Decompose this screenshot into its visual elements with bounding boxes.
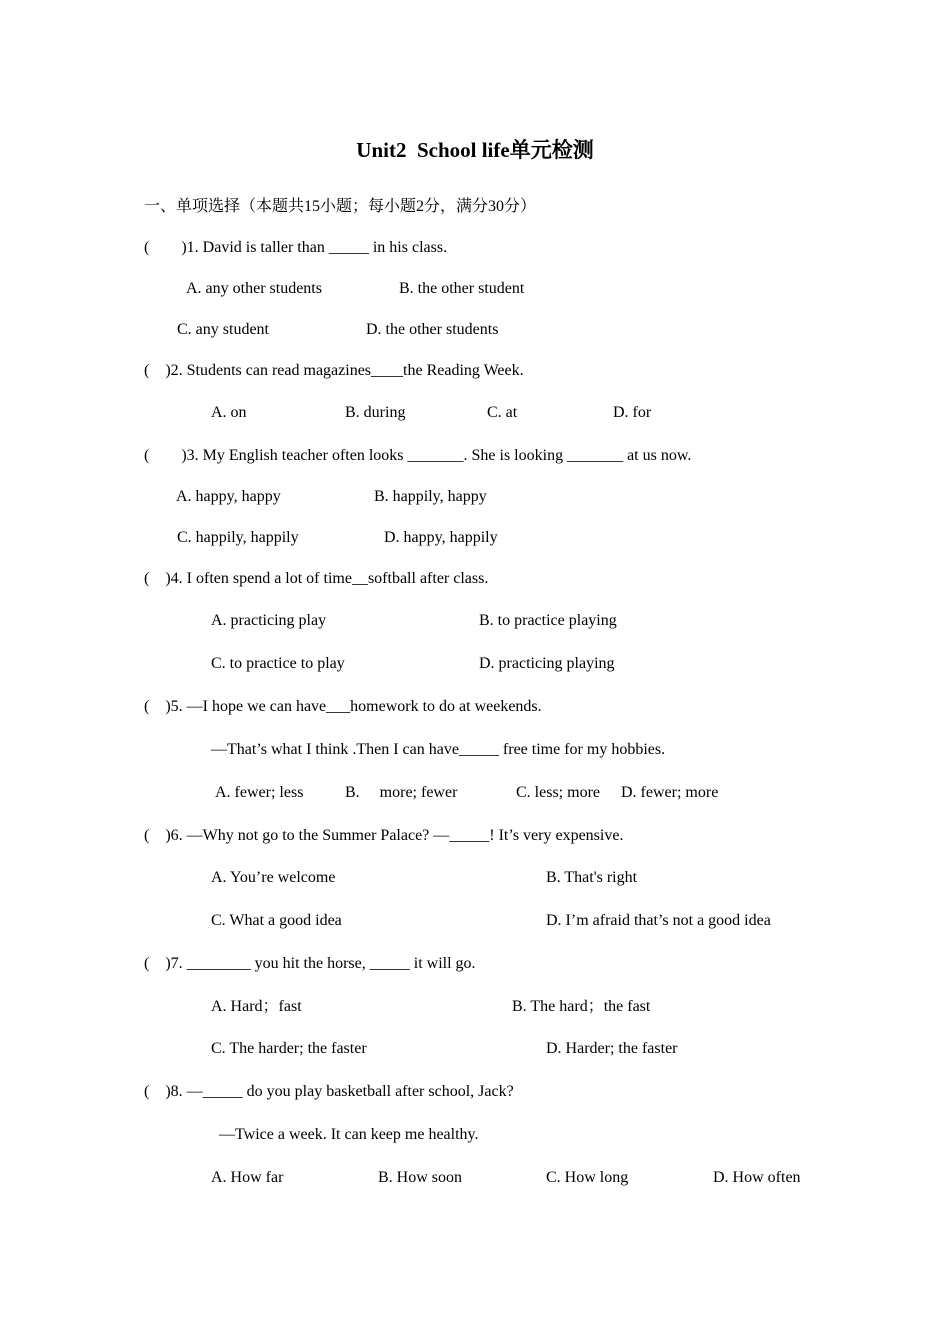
- question-8-option-a: A. How far: [211, 1169, 284, 1186]
- question-1-stem: ( )1. David is taller than _____ in his class.: [144, 239, 448, 256]
- question-8-stem: ( )8. —_____ do you play basketball after school, Jack?: [144, 1083, 514, 1100]
- question-1-option-d: D. the other students: [366, 321, 499, 338]
- question-8-reply: —Twice a week. It can keep me healthy.: [219, 1126, 479, 1143]
- question-3-stem: ( )3. My English teacher often looks _______. She is looking _______ at us now.: [144, 447, 692, 464]
- question-2-option-b: B. during: [345, 404, 406, 421]
- question-6-option-c: C. What a good idea: [211, 912, 342, 929]
- question-5-option-a: A. fewer; less: [215, 784, 304, 801]
- question-4-option-c: C. to practice to play: [211, 655, 345, 672]
- question-4-option-a: A. practicing play: [211, 612, 327, 629]
- question-1-option-b: B. the other student: [399, 280, 525, 297]
- question-2-stem: ( )2. Students can read magazines____the Reading Week.: [144, 362, 524, 379]
- question-1-option-c: C. any student: [177, 321, 269, 338]
- question-7-option-d: D. Harder; the faster: [546, 1040, 678, 1057]
- question-8-option-d: D. How often: [713, 1169, 801, 1186]
- question-2-option-c: C. at: [487, 404, 518, 421]
- question-7-stem: ( )7. ________ you hit the horse, _____ it will go.: [144, 955, 476, 972]
- question-7-option-b: B. The hard；the fast: [512, 998, 651, 1015]
- page-title: Unit2 School life单元检测: [356, 138, 594, 162]
- question-6-option-b: B. That's right: [546, 869, 638, 886]
- question-5-option-d: D. fewer; more: [621, 784, 719, 801]
- question-4-stem: ( )4. I often spend a lot of time__softball after class.: [144, 570, 489, 587]
- question-5-stem: ( )5. —I hope we can have___homework to do at weekends.: [144, 698, 542, 715]
- question-4-option-b: B. to practice playing: [479, 612, 617, 629]
- question-6-option-a: A. You’re welcome: [211, 869, 336, 886]
- question-5-option-c: C. less; more: [516, 784, 600, 801]
- question-6-stem: ( )6. —Why not go to the Summer Palace? —_____! It’s very expensive.: [144, 827, 624, 844]
- section-heading: 一、单项选择（本题共15小题；每小题2分，满分30分）: [144, 198, 537, 215]
- question-3-option-b: B. happily, happy: [374, 488, 487, 505]
- question-3-option-a: A. happy, happy: [176, 488, 281, 505]
- question-2-option-a: A. on: [211, 404, 247, 421]
- question-5-option-b: B. more; fewer: [345, 784, 458, 801]
- question-3-option-c: C. happily, happily: [177, 529, 299, 546]
- question-3-option-d: D. happy, happily: [384, 529, 498, 546]
- question-6-option-d: D. I’m afraid that’s not a good idea: [546, 912, 771, 929]
- question-8-option-c: C. How long: [546, 1169, 629, 1186]
- question-4-option-d: D. practicing playing: [479, 655, 615, 672]
- question-7-option-c: C. The harder; the faster: [211, 1040, 367, 1057]
- question-5-reply: —That’s what I think .Then I can have_____ free time for my hobbies.: [211, 741, 666, 758]
- question-1-option-a: A. any other students: [186, 280, 322, 297]
- question-8-option-b: B. How soon: [378, 1169, 463, 1186]
- question-7-option-a: A. Hard；fast: [211, 998, 302, 1015]
- question-2-option-d: D. for: [613, 404, 652, 421]
